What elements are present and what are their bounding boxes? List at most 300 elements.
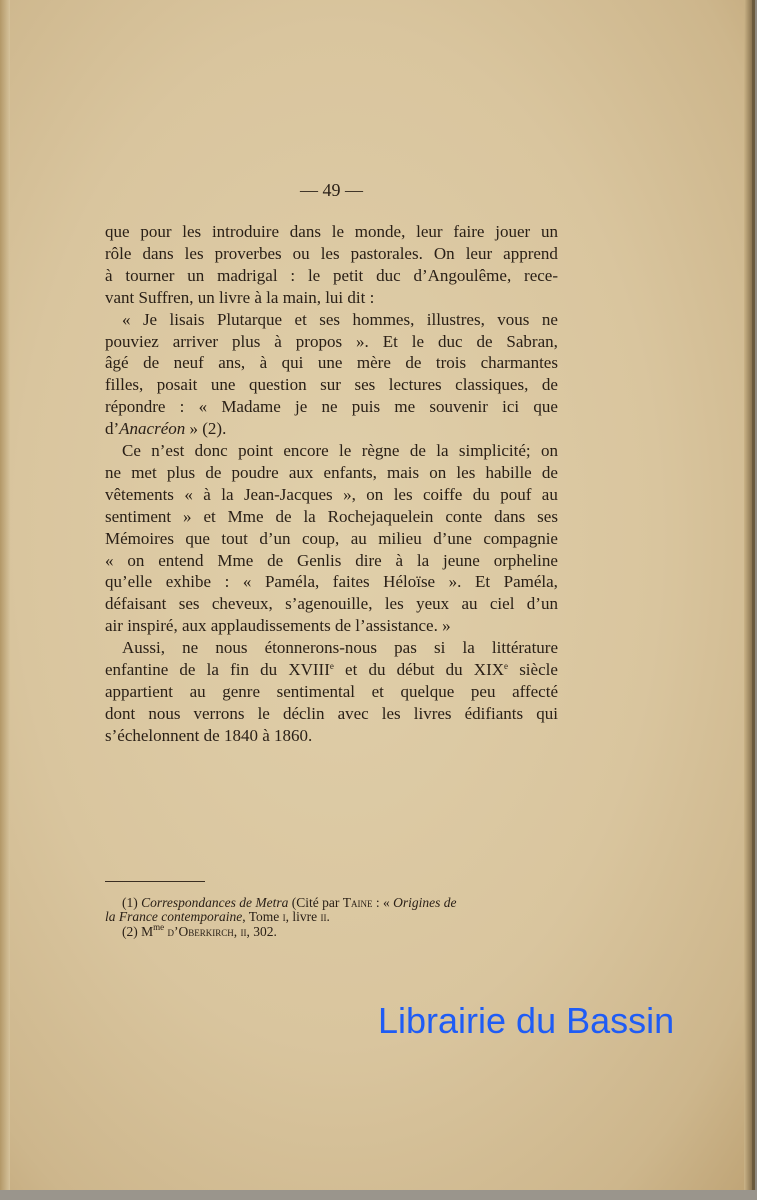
word: [536, 704, 558, 724]
word: [383, 572, 435, 592]
text-run: on: [541, 441, 558, 460]
word: [497, 310, 529, 330]
word: [265, 638, 377, 658]
word: [333, 266, 363, 286]
word: [519, 660, 558, 680]
word: [376, 266, 401, 286]
word: [190, 419, 203, 439]
text-run: pastorales.: [350, 243, 423, 263]
small-caps-text: ii: [320, 909, 327, 924]
text-run: madrigal: [217, 265, 278, 285]
italic-text: Anacréon: [119, 419, 186, 439]
text-run: à: [203, 484, 211, 504]
text-run: la: [221, 484, 234, 504]
word: [127, 616, 182, 636]
text-run: ans,: [218, 353, 246, 373]
text-run: s’agenouille,: [285, 594, 373, 614]
text-run: la: [206, 660, 219, 679]
text-run: du: [445, 660, 463, 679]
word: [212, 222, 279, 242]
text-run: de: [179, 660, 196, 679]
word: [174, 353, 204, 373]
text-run: que: [105, 222, 130, 241]
text-run: étonnerons-nous: [264, 638, 377, 658]
text-run: plus: [232, 331, 261, 351]
word: [217, 266, 277, 286]
word: [297, 551, 341, 571]
text-run: ,: [233, 924, 241, 939]
word: [221, 397, 280, 417]
word: [362, 441, 400, 461]
word: [258, 704, 270, 724]
text-run: ».: [356, 331, 369, 351]
text-run: on: [366, 484, 384, 504]
text-run: dont: [105, 703, 136, 723]
text-run: plus: [166, 462, 196, 482]
word: [185, 529, 210, 549]
word: [413, 266, 511, 286]
word: [296, 332, 342, 352]
word: [356, 332, 369, 352]
text-run: (2) M: [122, 924, 154, 939]
text-run: tourner: [125, 265, 175, 285]
text-run: coiffe: [423, 484, 463, 504]
text-run: cheveux,: [211, 594, 273, 614]
text-run: pouf: [500, 484, 532, 504]
word: [275, 507, 291, 527]
text-run: »: [183, 506, 192, 526]
text-run: d’un: [526, 594, 558, 614]
word: [105, 572, 152, 592]
word: [343, 485, 356, 505]
word: [328, 507, 434, 527]
text-run: nous: [215, 638, 248, 658]
text-run: On: [433, 243, 455, 263]
word: [182, 616, 211, 636]
text-run: jeune: [443, 550, 480, 570]
text-run: Mme: [227, 506, 264, 526]
text-run: jouer: [495, 222, 531, 241]
word: [502, 397, 519, 417]
word: [243, 572, 252, 592]
text-run: appartient: [105, 681, 173, 701]
word: [512, 682, 558, 702]
text-run: une: [317, 353, 343, 373]
word: [105, 288, 139, 308]
word: [105, 397, 165, 417]
word: [474, 660, 508, 680]
text-line: [105, 485, 558, 505]
word: [394, 397, 415, 417]
word: [274, 726, 312, 746]
word: [495, 222, 530, 242]
text-run: Et: [474, 572, 491, 592]
text-run: 1860.: [274, 725, 313, 745]
word: [105, 244, 131, 264]
word: [466, 244, 492, 264]
text-run: les: [393, 484, 413, 504]
word: [345, 660, 357, 680]
text-run: à: [254, 287, 262, 307]
text-run: à: [395, 550, 404, 570]
italic-text: la France contemporaine: [105, 909, 243, 924]
text-run: habille: [485, 462, 532, 482]
text-line: [105, 375, 558, 395]
text-run: dans: [494, 506, 526, 526]
text-run: la: [462, 638, 475, 658]
page-number: — 49 —: [300, 180, 363, 200]
text-run: vêtements: [105, 484, 174, 504]
text-run: à: [259, 353, 268, 373]
word: [461, 594, 477, 614]
text-run: conte: [445, 506, 483, 526]
text-run: neuf: [173, 353, 204, 373]
text-line: [105, 594, 558, 614]
text-run: Et: [382, 331, 398, 351]
text-run: la: [303, 506, 316, 526]
text-run: dans: [142, 243, 174, 263]
word: [455, 375, 528, 395]
text-run: si: [433, 638, 446, 658]
text-run: Ce: [122, 441, 141, 460]
small-caps-text: ii: [240, 924, 247, 939]
word: [318, 353, 343, 373]
word: [436, 353, 466, 373]
text-run: sentiment: [105, 506, 172, 526]
text-run: classiques,: [455, 375, 529, 395]
text-line: [105, 616, 558, 636]
text-line: [105, 507, 558, 527]
text-run: applaudissements: [210, 616, 331, 636]
text-run: charmantes: [480, 353, 558, 373]
text-run: Rochejaquelein: [327, 506, 434, 526]
word: [194, 704, 245, 724]
page-left-edge: [0, 0, 10, 1190]
word: [265, 572, 319, 592]
word: [105, 463, 121, 483]
text-run: introduire: [211, 222, 279, 241]
text-run: quelque: [400, 681, 455, 701]
text-line: [105, 266, 558, 286]
word: [219, 288, 254, 308]
word: [157, 375, 198, 395]
word: [215, 638, 247, 658]
word: [527, 594, 558, 614]
word: [321, 244, 340, 264]
word: [283, 288, 326, 308]
word: [259, 529, 290, 549]
text-run: entend: [158, 550, 204, 570]
superscript: e: [504, 661, 509, 671]
text-run: d’: [105, 419, 120, 439]
word: [139, 288, 198, 308]
word: [260, 353, 268, 373]
text-run: de: [203, 725, 220, 745]
word: [203, 485, 211, 505]
word: [105, 529, 174, 549]
text-run: :: [179, 397, 185, 417]
text-run: au: [189, 681, 206, 701]
text-run: règne: [361, 441, 400, 460]
text-line: [105, 463, 558, 483]
word: [324, 463, 377, 483]
word: [465, 704, 524, 724]
text-run: ses: [354, 375, 376, 395]
text-line: [105, 288, 558, 308]
text-run: Genlis: [296, 550, 342, 570]
text-run: n’est: [151, 441, 185, 460]
word: [274, 332, 282, 352]
word: [288, 660, 334, 680]
word: [105, 551, 114, 571]
word: [289, 463, 314, 483]
word: [414, 704, 452, 724]
text-run: on: [429, 462, 447, 482]
word: [238, 441, 273, 461]
word: [167, 463, 195, 483]
text-run: »: [442, 616, 451, 636]
word: [332, 222, 344, 242]
text-run: donc: [194, 441, 228, 460]
text-run: de: [275, 506, 292, 526]
text-run: monde,: [354, 222, 406, 241]
italic-text: Correspondances de Metra: [141, 895, 289, 910]
text-run: un: [197, 287, 215, 307]
text-run: aux: [181, 616, 207, 636]
text-run: et: [345, 660, 358, 679]
word: [433, 529, 472, 549]
word: [182, 638, 198, 658]
text-run: arriver: [172, 331, 219, 351]
text-run: du: [260, 660, 278, 679]
text-run: début: [396, 660, 435, 679]
text-run: de: [405, 353, 422, 373]
word: [180, 397, 185, 417]
text-run: XIX: [473, 660, 505, 679]
word: [412, 332, 424, 352]
word: [142, 244, 173, 264]
text-run: sentimental: [276, 681, 355, 701]
word: [179, 660, 195, 680]
text-run: aux: [288, 462, 314, 482]
text-run: ciel: [489, 594, 515, 614]
text-run: Héloïse: [383, 572, 436, 592]
word: [122, 441, 141, 461]
text-run: au: [350, 528, 367, 548]
word: [283, 441, 328, 461]
word: [217, 310, 282, 330]
word: [267, 551, 283, 571]
word: [166, 572, 211, 592]
text-line: [105, 353, 558, 373]
text-line: [105, 704, 558, 724]
word: [295, 397, 307, 417]
text-run: la: [436, 441, 449, 460]
text-run: proverbes: [214, 243, 282, 263]
word: [504, 572, 558, 592]
word: [293, 244, 310, 264]
text-run: le: [339, 441, 352, 460]
word: [355, 616, 442, 636]
text-run: lui: [325, 287, 344, 307]
text-line: [105, 551, 558, 571]
text-line: [105, 222, 558, 242]
text-line: [105, 529, 558, 549]
word: [260, 660, 277, 680]
word: [249, 375, 307, 395]
word: [335, 616, 355, 636]
word: [105, 507, 171, 527]
word: [485, 463, 531, 483]
text-run: de: [143, 353, 160, 373]
word: [277, 682, 355, 702]
word: [416, 222, 442, 242]
word: [222, 682, 260, 702]
word: [224, 726, 262, 746]
text-run: coup,: [301, 528, 340, 548]
text-run: dire: [355, 550, 382, 570]
text-run: Sabran,: [506, 331, 558, 351]
word: [105, 419, 190, 439]
word: [179, 594, 200, 614]
text-run: genre: [222, 681, 260, 701]
text-run: filles,: [105, 375, 144, 395]
text-run: »: [189, 419, 199, 439]
footnote: [122, 924, 277, 939]
text-run: les: [381, 703, 401, 723]
text-run: un: [187, 265, 205, 285]
word: [221, 529, 247, 549]
word: [122, 310, 131, 330]
text-run: (Cité par: [288, 895, 343, 910]
word: [494, 551, 558, 571]
text-run: verrons: [193, 703, 245, 723]
word: [449, 572, 462, 592]
scan-background: [0, 1190, 757, 1200]
text-run: duc: [437, 331, 463, 351]
word: [202, 419, 226, 439]
word: [105, 485, 174, 505]
text-run: question: [249, 375, 307, 395]
word: [211, 616, 335, 636]
word: [476, 332, 492, 352]
word: [105, 682, 173, 702]
text-run: «: [198, 397, 208, 417]
text-run: de: [334, 616, 351, 636]
text-run: qui: [536, 703, 558, 723]
word: [405, 353, 421, 373]
text-run: le: [257, 703, 270, 723]
text-run: déclin: [282, 703, 325, 723]
word: [198, 288, 219, 308]
text-run: puis: [351, 397, 381, 417]
word: [122, 638, 165, 658]
text-run: la: [266, 287, 279, 307]
word: [221, 485, 233, 505]
text-run: milieu: [378, 528, 422, 548]
word: [184, 485, 193, 505]
word: [228, 507, 264, 527]
text-run: s’échelonnent: [105, 725, 200, 745]
word: [187, 266, 204, 286]
text-run: lisais: [169, 309, 205, 329]
text-run: ».: [448, 572, 462, 592]
word: [105, 353, 129, 373]
word: [211, 375, 236, 395]
text-run: : «: [372, 895, 394, 910]
word: [385, 594, 404, 614]
text-run: et: [203, 506, 216, 526]
text-run: faites: [332, 572, 370, 592]
word: [105, 704, 135, 724]
text-line: [105, 682, 558, 702]
word: [383, 332, 398, 352]
text-run: «: [122, 309, 131, 329]
word: [190, 682, 206, 702]
word: [218, 353, 245, 373]
word: [410, 441, 426, 461]
footnote: [105, 909, 330, 924]
text-run: le: [411, 331, 425, 351]
word: [378, 529, 421, 549]
word: [333, 572, 370, 592]
word: [366, 485, 383, 505]
word: [462, 638, 474, 658]
word: [266, 288, 283, 308]
word: [127, 551, 144, 571]
word: [151, 441, 184, 461]
text-run: pouviez: [105, 331, 159, 351]
word: [473, 485, 490, 505]
text-run: les: [320, 243, 340, 263]
italic-text: Origines de: [393, 895, 457, 910]
text-run: les: [456, 462, 476, 482]
word: [308, 266, 320, 286]
word: [542, 310, 558, 330]
text-run: enfantine: [105, 660, 169, 679]
word: [325, 288, 347, 308]
text-run: le: [307, 265, 321, 285]
word: [537, 507, 558, 527]
word: [215, 244, 282, 264]
text-run: hommes,: [352, 309, 415, 329]
text-run: affecté: [512, 681, 558, 701]
text-run: propos: [295, 331, 343, 351]
text-run: compagnie: [483, 528, 558, 548]
word: [143, 310, 157, 330]
word: [542, 463, 558, 483]
word: [533, 397, 558, 417]
text-run: du: [368, 660, 386, 679]
word: [217, 551, 253, 571]
small-caps-text: Taine: [342, 895, 373, 910]
word: [207, 660, 219, 680]
text-run: de: [205, 462, 222, 482]
word: [182, 222, 201, 242]
word: [494, 507, 525, 527]
word: [506, 332, 557, 352]
text-run: ne: [182, 638, 199, 658]
text-run: orpheline: [493, 550, 558, 570]
word: [456, 463, 475, 483]
text-line: [105, 397, 558, 417]
text-run: 1840: [223, 725, 258, 745]
text-run: trois: [435, 353, 467, 373]
text-run: à: [262, 725, 270, 745]
word: [351, 529, 367, 549]
text-run: Plutarque: [216, 309, 283, 329]
text-run: siècle: [519, 660, 558, 679]
